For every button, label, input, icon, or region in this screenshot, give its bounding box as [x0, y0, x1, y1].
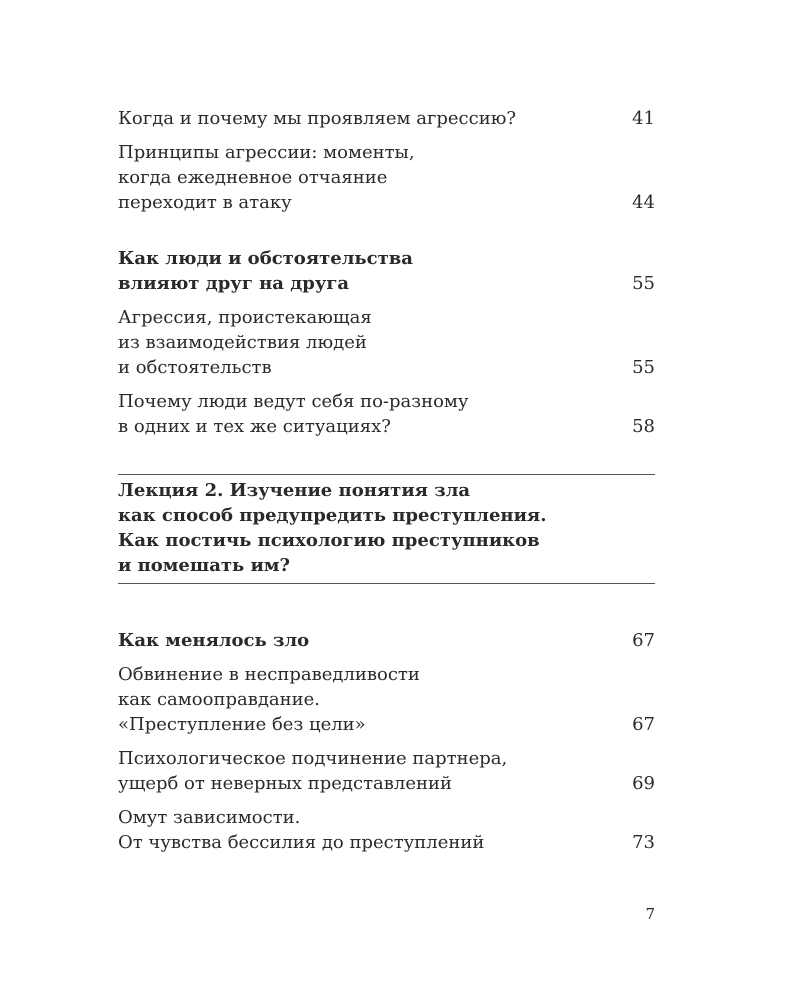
toc-entry-title: Омут зависимости. От чувства бессилия до преступлений [118, 807, 485, 853]
toc-entry-page: 55 [632, 273, 655, 294]
table-of-contents [118, 106, 655, 855]
toc-entry-title: Обвинение в несправедливости как самооправдание. «Преступление без цели» [118, 664, 420, 735]
toc-entry [118, 746, 655, 796]
toc-entry [118, 140, 655, 215]
toc-entry-title: Когда и почему мы проявляем агрессию? [118, 108, 517, 129]
page-number: 7 [645, 905, 655, 923]
toc-entry-title: Как менялось зло [118, 630, 310, 651]
toc-entry-page: 41 [632, 108, 655, 129]
lecture-bottom-rule [118, 583, 655, 584]
toc-entry-page: 67 [632, 714, 655, 735]
toc-entry [118, 662, 655, 737]
toc-entry-title: Психологическое подчинение партнера, ущерб от неверных представлений [118, 748, 508, 794]
toc-entry-title: Агрессия, проистекающая из взаимодействия людей и обстоятельств [118, 307, 372, 378]
toc-section-heading [118, 628, 655, 653]
toc-entry [118, 805, 655, 855]
toc-entry-page: 55 [632, 357, 655, 378]
toc-entry-page: 67 [632, 630, 655, 651]
toc-entry-page: 44 [632, 192, 655, 213]
toc-entry [118, 305, 655, 380]
toc-entry-title: Почему люди ведут себя по-разному в одних и тех же ситуациях? [118, 391, 469, 437]
lecture-top-rule [118, 474, 655, 475]
lecture-heading: Лекция 2. Изучение понятия зла как способ предупредить преступления. Как постичь психологию преступников и помешать им? [118, 480, 547, 576]
toc-entry-title: Принципы агрессии: моменты, когда ежедневное отчаяние переходит в атаку [118, 142, 415, 213]
toc-entry-page: 58 [632, 416, 655, 437]
toc-section-heading [118, 246, 655, 296]
toc-entry [118, 106, 655, 131]
toc-entry [118, 389, 655, 439]
toc-entry-page: 73 [632, 832, 655, 853]
toc-entry-title: Как люди и обстоятельства влияют друг на друга [118, 248, 413, 294]
toc-entry-page: 69 [632, 773, 655, 794]
